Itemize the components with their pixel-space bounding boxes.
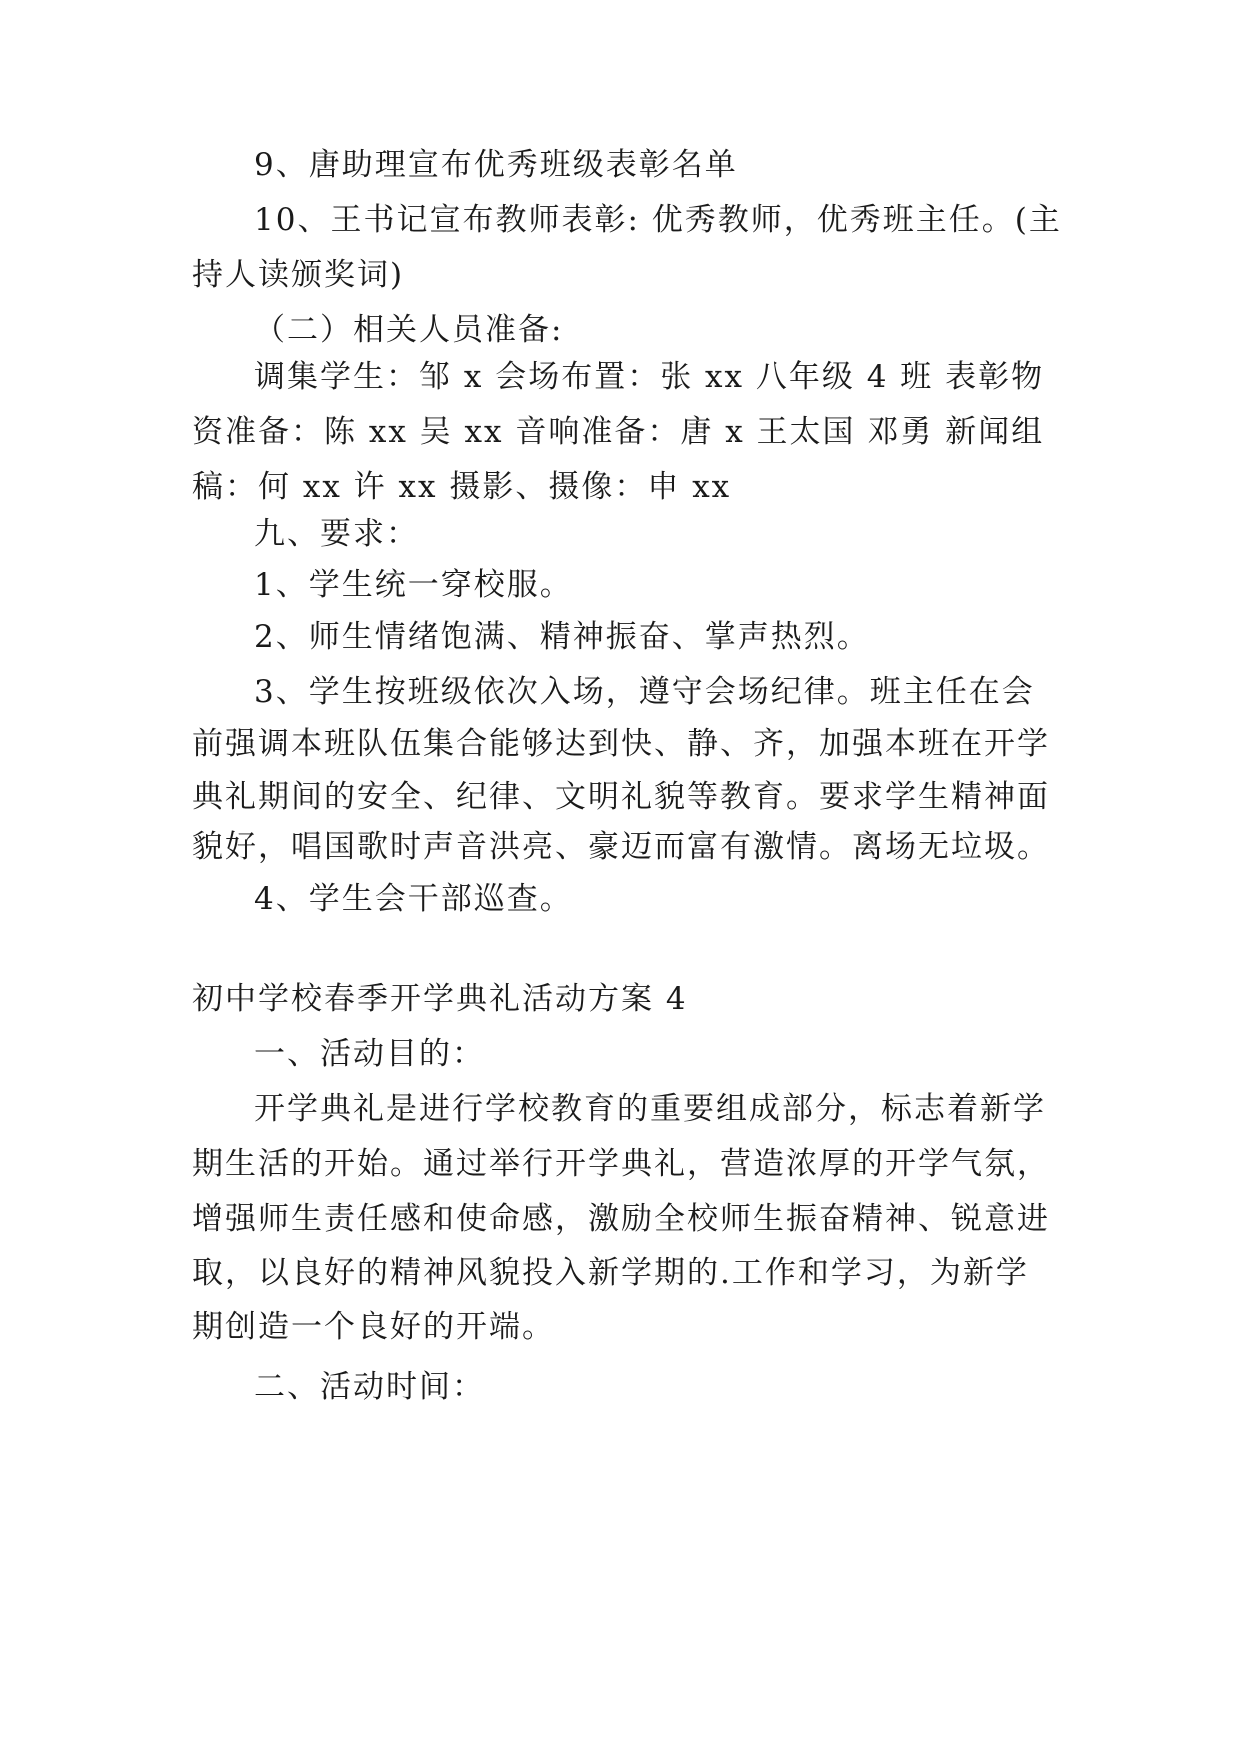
list-item-10-line-2: 持人读颁奖词) bbox=[192, 257, 405, 293]
section-heading-requirements: 九、要求： bbox=[254, 516, 419, 552]
requirement-3-line-2: 前强调本班队伍集合能够达到快、静、齐，加强本班在开学 bbox=[192, 726, 1050, 762]
section-heading-staff: （二）相关人员准备: bbox=[254, 312, 564, 348]
goal-line-5: 期创造一个良好的开端。 bbox=[192, 1309, 555, 1345]
requirement-3-line-1: 3、学生按班级依次入场，遵守会场纪律。班主任在会 bbox=[254, 674, 1035, 710]
goal-line-1: 开学典礼是进行学校教育的重要组成部分，标志着新学 bbox=[254, 1091, 1046, 1127]
list-item-10-line-1: 10、王书记宣布教师表彰: 优秀教师，优秀班主任。(主 bbox=[254, 202, 1062, 238]
requirement-3-line-3: 典礼期间的安全、纪律、文明礼貌等教育。要求学生精神面 bbox=[192, 779, 1050, 815]
staff-line-2: 资准备：陈 xx 吴 xx 音响准备：唐 x 王太国 邓勇 新闻组 bbox=[192, 414, 1045, 450]
requirement-2: 2、师生情绪饱满、精神振奋、掌声热烈。 bbox=[254, 619, 870, 655]
requirement-3-line-4: 貌好，唱国歌时声音洪亮、豪迈而富有激情。离场无垃圾。 bbox=[192, 829, 1050, 865]
requirement-4: 4、学生会干部巡查。 bbox=[254, 881, 573, 917]
requirement-1: 1、学生统一穿校服。 bbox=[254, 567, 573, 603]
goal-line-2: 期生活的开始。通过举行开学典礼，营造浓厚的开学气氛， bbox=[192, 1146, 1050, 1182]
section-heading-time: 二、活动时间： bbox=[254, 1369, 485, 1405]
staff-line-3: 稿：何 xx 许 xx 摄影、摄像：申 xx bbox=[192, 469, 732, 505]
plan-title: 初中学校春季开学典礼活动方案 4 bbox=[192, 981, 688, 1017]
staff-line-1: 调集学生：邹 x 会场布置：张 xx 八年级 4 班 表彰物 bbox=[254, 359, 1045, 395]
goal-line-3: 增强师生责任感和使命感，激励全校师生振奋精神、锐意进 bbox=[192, 1201, 1050, 1237]
list-item-9: 9、唐助理宣布优秀班级表彰名单 bbox=[254, 147, 738, 183]
goal-line-4: 取，以良好的精神风貌投入新学期的.工作和学习，为新学 bbox=[192, 1255, 1029, 1291]
section-heading-goal: 一、活动目的： bbox=[254, 1036, 485, 1072]
